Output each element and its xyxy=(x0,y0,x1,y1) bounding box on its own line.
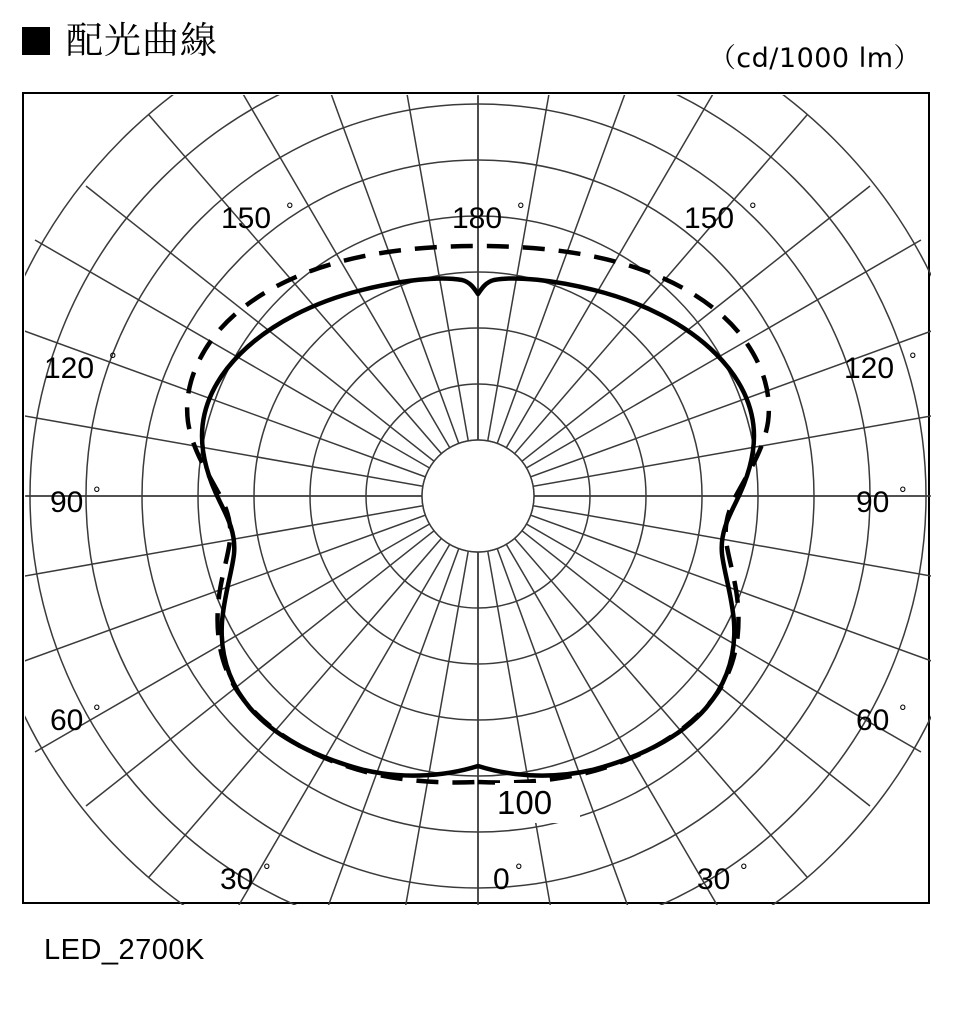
angle-label-60-right-degree: ° xyxy=(899,702,907,723)
angle-label-30-left: 30 xyxy=(220,863,254,896)
source-label: LED_2700K xyxy=(44,934,205,966)
radial-tick-labels xyxy=(495,783,580,823)
polar-chart xyxy=(24,94,932,906)
angle-label-30-right-degree: ° xyxy=(740,861,748,882)
angle-label-180-degree: ° xyxy=(517,200,525,221)
angle-label-0: 0 xyxy=(493,863,510,896)
title-group xyxy=(22,19,218,62)
angle-label-90-left: 90 xyxy=(50,486,84,519)
filled-square-icon xyxy=(22,27,50,55)
angle-label-90-right: 90 xyxy=(856,486,890,519)
angle-label-180: 180 xyxy=(452,202,503,235)
center-disc xyxy=(422,440,534,552)
angle-label-150-left-degree: ° xyxy=(286,200,294,221)
page-title: 配光曲線 xyxy=(66,19,218,62)
angle-label-30-left-degree: ° xyxy=(263,861,271,882)
angle-label-120-right-degree: ° xyxy=(909,350,917,371)
angle-label-120-left-degree: ° xyxy=(109,350,117,371)
unit-label: （cd/1000 lm） xyxy=(708,43,921,74)
angle-label-60-right: 60 xyxy=(856,704,890,737)
angle-label-90-left-degree: ° xyxy=(93,484,101,505)
chart-header xyxy=(0,0,953,90)
angle-label-150-left: 150 xyxy=(221,202,272,235)
angle-label-150-right-degree: ° xyxy=(749,200,757,221)
angle-label-60-left-degree: ° xyxy=(93,702,101,723)
angle-label-60-left: 60 xyxy=(50,704,84,737)
angle-label-150-right: 150 xyxy=(684,202,735,235)
angle-label-120-right: 120 xyxy=(844,352,895,385)
angle-label-0-degree: ° xyxy=(515,861,523,882)
angle-label-120-left: 120 xyxy=(44,352,95,385)
radial-tick-label-100: 100 xyxy=(497,784,553,821)
angle-label-90-right-degree: ° xyxy=(899,484,907,505)
polar-chart-frame xyxy=(22,92,930,904)
angle-label-30-right: 30 xyxy=(697,863,731,896)
